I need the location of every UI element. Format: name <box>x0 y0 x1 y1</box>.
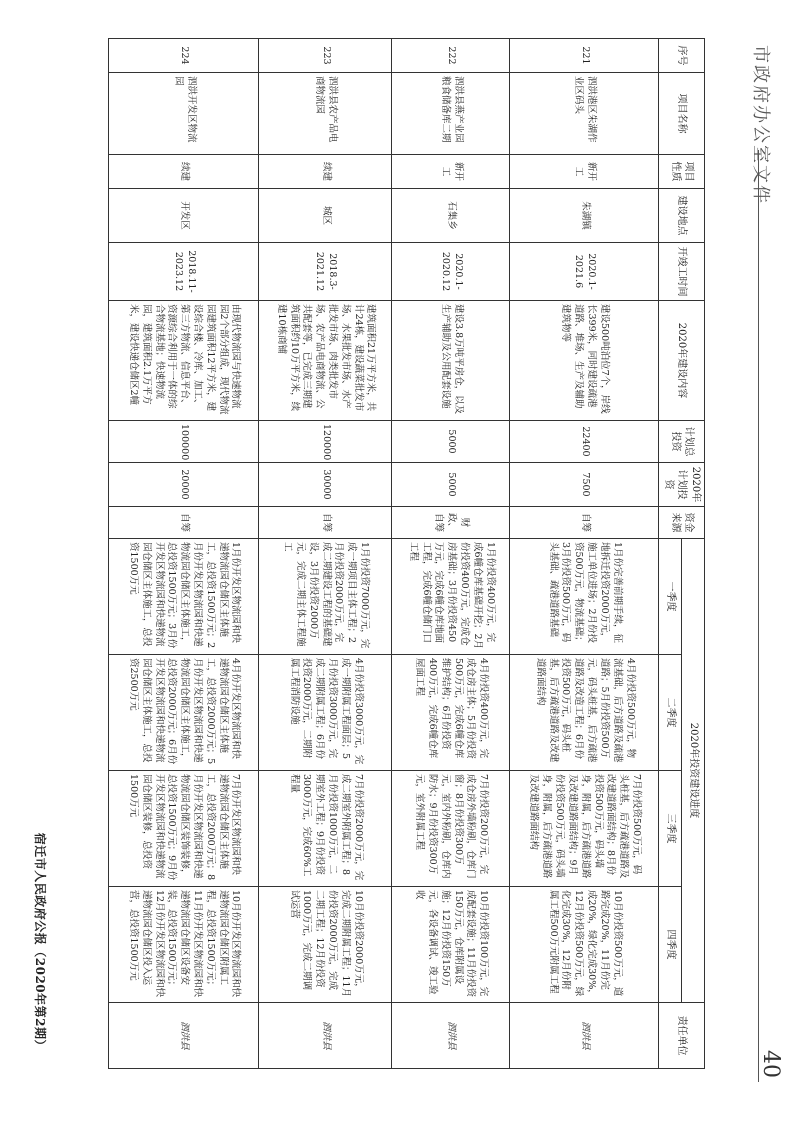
cell-unit: 泗洪县 <box>109 1003 258 1069</box>
cell-q2: 4月份投资500万元，物流基础，后方道路及疏港道路；5月份投资500万元，码头桩基，后方疏港道路及改造工程；6月份投资500万元，码头桩基，后方疏港道路及改建道路面结构 <box>510 655 659 771</box>
cell-content: 建筑面积21万平方米，共计24栋，建设蔬菜批发市场、水果批发市场、水产批发市场、肉类批发市场、农产品电商物流、公共配套等，已完成三期建筑面积约10万平方米，续建10栋商铺 <box>258 301 392 421</box>
cell-q2: 4月份开发区物流园和快递物流园仓储区主体施工，总投资2000万元；5月份开发区物流园和快递物流园仓储区主体施工，总投资2000万元；6月份开发区物流园和快递物流园仓储区主体施工，总投资2500万元 <box>109 655 258 771</box>
cell-location: 城区 <box>258 189 392 243</box>
header-rule <box>758 150 759 1082</box>
header-q4: 四季度 <box>659 887 682 1003</box>
cell-q4: 10月份投资500万元，道路完成20%，11月份完成20%，绿化完成30%，12月份投资500万元，绿化完成30%，12月份附属工程500万元附属工程 <box>510 887 659 1003</box>
cell-period: 2020.1-2021.6 <box>510 243 659 301</box>
cell-name: 泗洪开发区物流园 <box>109 73 258 155</box>
table-row <box>392 39 510 1069</box>
header-period: 开竣工时间 <box>659 243 705 301</box>
header-plan2020: 2020年计划投资 <box>659 463 705 507</box>
header-q2: 二季度 <box>659 655 682 771</box>
cell-q2: 4月份投资3000万元，完成一期附属工程面层；5月份投资3000万元，完成二期附属工程；6月份投资2000万元，二期附属工程消防设施 <box>258 655 392 771</box>
cell-seq: 223 <box>258 39 392 73</box>
cell-unit: 泗洪县 <box>258 1003 392 1069</box>
cell-unit: 泗洪县 <box>510 1003 659 1069</box>
cell-nature: 新开工 <box>510 155 659 189</box>
cell-q2: 4月份投资400万元，完成仓房主体；5月份投资500万元，完成6幢仓库维护结构；6月份投资400万元，完成6幢仓库屋面工程 <box>392 655 510 771</box>
cell-total: 5000 <box>392 421 510 463</box>
cell-nature: 续建 <box>258 155 392 189</box>
table-row <box>510 39 659 1069</box>
cell-q1: 1月份投资7000万元，完成一期项目主体工程；2月份投资2000万元，完成二期建设工程的基础建设，3月份投资2000万元，完成二期主体工程施工 <box>258 539 392 655</box>
cell-name: 泗洪港区朱湖作业区码头 <box>510 73 659 155</box>
header-location: 建设地点 <box>659 189 705 243</box>
cell-q1: 1月份开发区物流园和快递物流园仓储区主体施工，总投资1500万元；2月份开发区物流园和快递物流园仓储区主体施工，总投资1500万元；3月份开发区物流园和快递物流园仓储区主体施工，总投资1500万元 <box>109 539 258 655</box>
cell-fund: 自筹 <box>109 507 258 539</box>
header-progress-group: 2020年投资建设进度 <box>682 539 705 1003</box>
header-q3: 三季度 <box>659 771 682 887</box>
cell-q3: 7月份投资2000万元，完成二期室外附属工程；8月份投资1000万元，二期室外工程；9月份投资3000万元，完成60%工程量 <box>258 771 392 887</box>
header-unit: 责任单位 <box>659 1003 705 1069</box>
cell-plan2020: 30000 <box>258 463 392 507</box>
table-header-row <box>682 39 705 1069</box>
cell-name: 泗洪县农产品电商物流园 <box>258 73 392 155</box>
cell-period: 2018.3-2021.12 <box>258 243 392 301</box>
cell-seq: 221 <box>510 39 659 73</box>
bulletin-footer: 宿迁市人民政府公报（2020年第2期） <box>33 832 47 1052</box>
header-total: 计划总投资 <box>659 421 705 463</box>
cell-q3: 7月份投资500万元，码头桩基，后方疏港道路及改建道路面结构；8月份投资500万元，码头墙身，附属，后方疏港道路及改建道路面结构；9月份投资500万元，码头墙身，附属，后方疏港道路及改建道路面结构 <box>510 771 659 887</box>
cell-q3: 7月份开发区物流园和快递物流园仓储区主体施工，总投资2000万元；8月份开发区物流园和快递物流园仓储区装饰装修，总投资1500万元；9月份开发区物流园和快递物流园仓储区装修，总投资1500万元 <box>109 771 258 887</box>
header-fund: 资金来源 <box>659 507 705 539</box>
cell-fund: 财政、自筹 <box>392 507 510 539</box>
cell-location: 开发区 <box>109 189 258 243</box>
cell-total: 22400 <box>510 421 659 463</box>
cell-total: 120000 <box>258 421 392 463</box>
cell-period: 2018.11-2023.12 <box>109 243 258 301</box>
cell-seq: 222 <box>392 39 510 73</box>
cell-content: 建设500吨泊位7个，岸线长399米，同时建设疏港道路、堆场、生产及辅助建筑物等 <box>510 301 659 421</box>
cell-q4: 10月份开发区物流园和快递物流园仓储区附属工程，总投资1500万元；11月份开发区物流园和快递物流园仓储区设备安装，总投资1500万元；12月份开发区物流园和快递物流园仓储区投入运营，总投资1500万元 <box>109 887 258 1003</box>
cell-content: 由现代物流园与快速物流园2个部分组成，现代物流园建筑面积12平方米，建设综合楼、冷库、加工、第三方物流、信息平台、资源综合利用于一体的综合物流基地；快速物流园，建筑面积2.1万平方米，建设快递仓储区2幢 <box>109 301 258 421</box>
cell-plan2020: 7500 <box>510 463 659 507</box>
cell-nature: 续建 <box>109 155 258 189</box>
cell-q4: 10月份投资100万元，完成配套设施；11月份投资150万元，仓库附属设施；12月份投资150万元，各设备调试、竣工验收 <box>392 887 510 1003</box>
table-row <box>109 39 258 1069</box>
header-seq: 序号 <box>659 39 705 73</box>
header-name: 项目名称 <box>659 73 705 155</box>
project-table <box>109 38 706 1069</box>
cell-nature: 新开工 <box>392 155 510 189</box>
cell-location: 朱湖镇 <box>510 189 659 243</box>
cell-location: 石集乡 <box>392 189 510 243</box>
document-header-title: 市政府办公室文件 <box>750 45 771 205</box>
table-row <box>258 39 392 1069</box>
cell-fund: 自筹 <box>510 507 659 539</box>
cell-unit: 泗洪县 <box>392 1003 510 1069</box>
cell-q1: 1月份投资400万元，完成6幢仓库基础开挖；2月份投资400万元，完成仓房基础；3月份投资450万元，完成6幢仓库地面工程，完成6幢仓储门口工程 <box>392 539 510 655</box>
cell-q1: 1月份完善前期手续，征地拆迁投资2000万元，施工单位进场；2月份投资500万元，物流基础；3月份投资500万元，码头基础、疏港道路基础 <box>510 539 659 655</box>
page-number: 40 <box>758 1050 783 1078</box>
cell-period: 2020.1-2020.12 <box>392 243 510 301</box>
cell-content: 建设3.8万吨平房仓，以及生产辅助及公用配套设施 <box>392 301 510 421</box>
header-content: 2020年建设内容 <box>659 301 705 421</box>
cell-fund: 自筹 <box>258 507 392 539</box>
header-q1: 一季度 <box>659 539 682 655</box>
cell-q3: 7月份投资200万元，完成仓房外墙粉刷，仓库门窗；8月份投资300万元，室内外粉刷，仓库内防水；9月份投资300万元，室外附属工程 <box>392 771 510 887</box>
cell-total: 100000 <box>109 421 258 463</box>
cell-name: 泗洪县燕产业园粮食储备库二期 <box>392 73 510 155</box>
cell-seq: 224 <box>109 39 258 73</box>
cell-plan2020: 20000 <box>109 463 258 507</box>
cell-plan2020: 5000 <box>392 463 510 507</box>
cell-q4: 10月份投资2000万元，完成二期附属工程；11月份投资2000万元，完成二期工程；12月份投资1000万元，完成二期调试运营 <box>258 887 392 1003</box>
header-nature: 项目性质 <box>659 155 705 189</box>
